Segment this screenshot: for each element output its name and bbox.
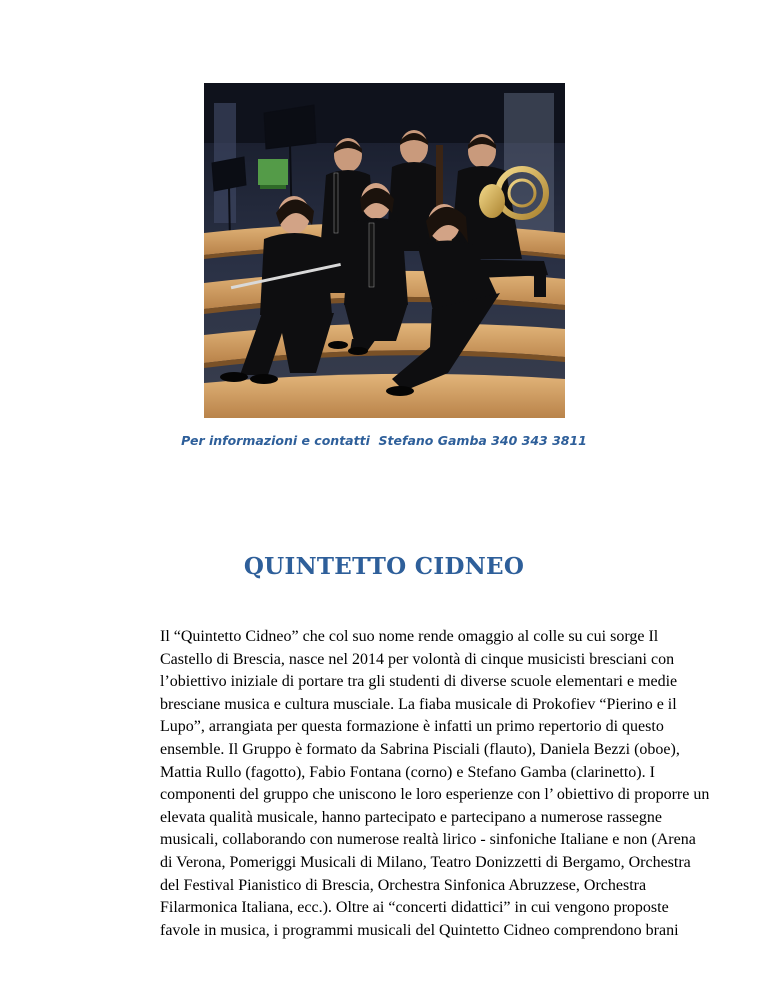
body-line: musicali, collaborando con numerose realtà lirico - sinfoniche Italiane e non (Arena xyxy=(160,831,696,849)
body-line: Castello di Brescia, nasce nel 2014 per volontà di cinque musicisti bresciani con xyxy=(160,650,675,668)
body-line: Lupo”, arrangiata per questa formazione è infatti un primo repertorio di questo xyxy=(160,718,664,736)
body-line: Il “Quintetto Cidneo” che col suo nome rende omaggio al colle su cui sorge Il xyxy=(160,628,659,645)
body-line: Filarmonica Italiana, ecc.). Oltre ai “concerti didattici” in cui vengono proposte xyxy=(160,899,669,917)
group-photo-drawing xyxy=(204,83,565,418)
body-line: favole in musica, i programmi musicali del Quintetto Cidneo comprendono brani xyxy=(160,921,679,939)
body-line: Mattia Rullo (fagotto), Fabio Fontana (corno) e Stefano Gamba (clarinetto). I xyxy=(160,763,655,781)
body-line: elevata qualità musicale, hanno partecipato e partecipano a numerose rassegne xyxy=(160,808,662,826)
body-line: ensemble. Il Gruppo è formato da Sabrina Pisciali (flauto), Daniela Bezzi (oboe), xyxy=(160,740,680,758)
body-paragraph xyxy=(160,626,720,942)
body-line: componenti del gruppo che uniscono le loro esperienze con l’ obiettivo di proporre un xyxy=(160,786,710,804)
contact-info: Per informazioni e contatti Stefano Gamba 340 343 3811 xyxy=(181,433,587,448)
body-line: del Festival Pianistico di Brescia, Orchestra Sinfonica Abruzzese, Orchestra xyxy=(160,876,647,894)
body-line: l’obiettivo iniziale di portare tra gli studenti di diverse scuole elementari e medie xyxy=(160,673,678,691)
page-title: QUINTETTO CIDNEO xyxy=(243,553,525,580)
group-photo xyxy=(204,83,565,418)
body-line: di Verona, Pomeriggi Musicali di Milano, Teatro Donizzetti di Bergamo, Orchestra xyxy=(160,853,691,871)
body-line: bresciane musica e cultura musciale. La fiaba musicale di Prokofiev “Pierino e il xyxy=(160,695,677,713)
